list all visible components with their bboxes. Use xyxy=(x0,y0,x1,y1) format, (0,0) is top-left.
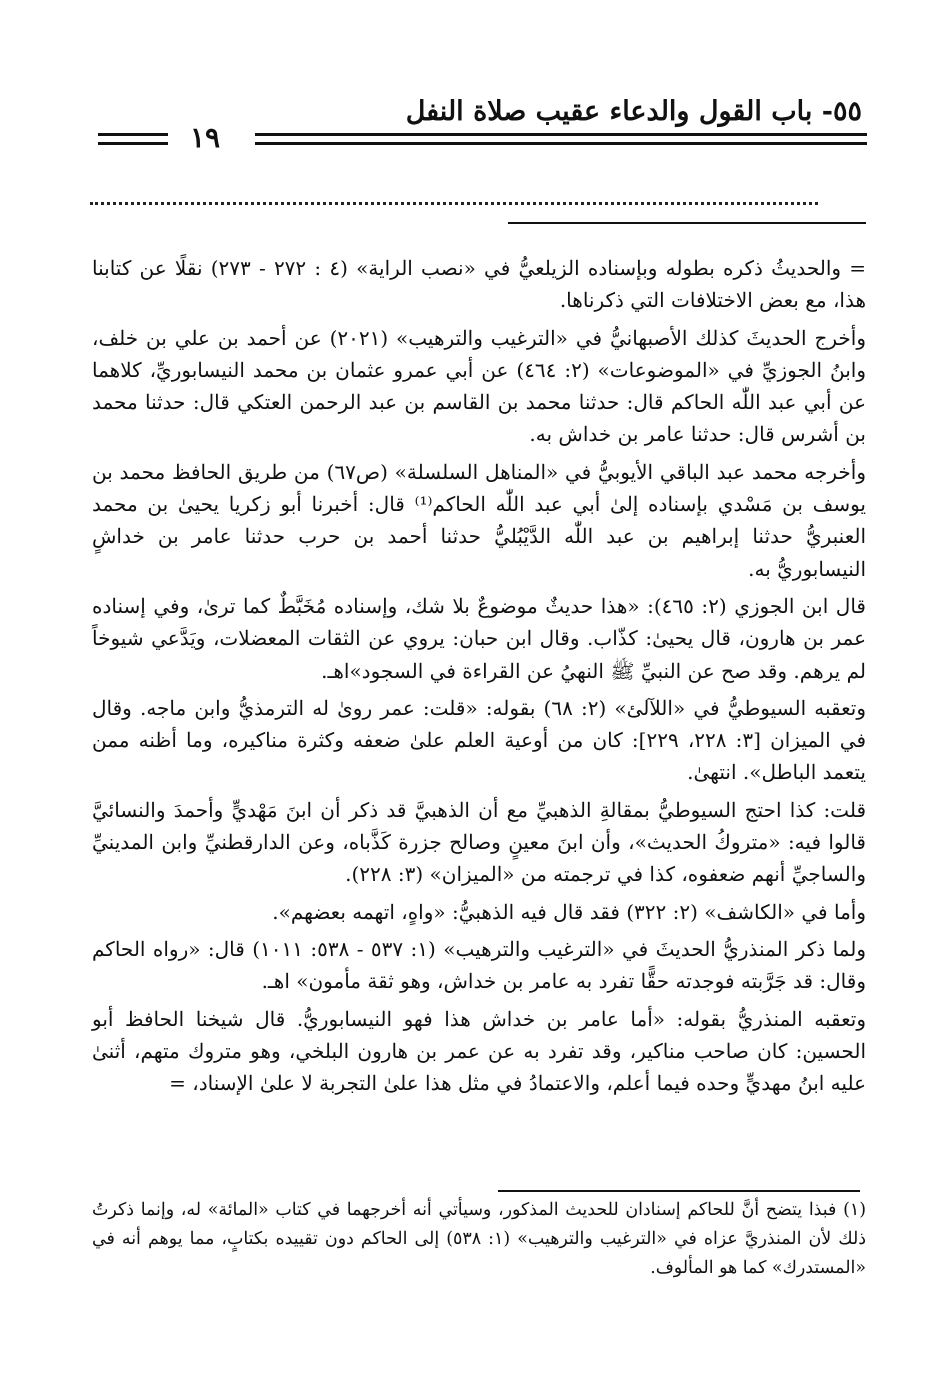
paragraph: وتعقبه المنذريُّ بقوله: «أما عامر بن خداش هذا فهو النيسابوريُّ. قال شيخنا الحافظ أبو الحسين: كان صاحب مناكير، وقد تفرد به عن عمر بن هارون البلخي، وهو متروك متهم، أثنىٰ عليه ابنُ مهديٍّ وحده فيما أعلم، والاعتمادُ في مثل هذا علىٰ التجربة لا علىٰ الإسناد، = xyxy=(92,1006,866,1096)
paragraph: ولما ذكر المنذريُّ الحديثَ في «الترغيب والترهيب» (١: ٥٣٧ - ٥٣٨: ١٠١١) قال: «رواه الحاكم وقال: قد جَرَّبته فوجدته حقًّا تفرد به عامر بن خداش، وهو ثقة مأمون» اهـ. xyxy=(92,936,866,994)
paragraph: وأخرجه محمد عبد الباقي الأيوبيُّ في «المناهل السلسلة» (ص٦٧) من طريق الحافظ محمد بن يوسف بن مَسْدي بإسناده إلىٰ أبي عبد اللّٰه الحاكم⁽¹⁾ قال: أخبرنا أبو زكريا يحيىٰ بن محمد العنبريُّ حدثنا إبراهيم بن عبد اللّٰه الدَّيْبُليُّ حدثنا أحمد بن حرب حدثنا عامر بن خداشٍ النيسابوريُّ به. xyxy=(92,459,866,581)
paragraph: قال ابن الجوزي (٢: ٤٦٥): «هذا حديثٌ موضوعٌ بلا شك، وإسناده مُخَبَّطٌ كما ترىٰ، وفي إسناده عمر بن هارون، قال يحيىٰ: كذّاب. وقال ابن حبان: يروي عن الثقات المعضلات، ويَدَّعي شيوخاً لم يرهم. وقد صح عن النبيِّ ﷺ النهيُ عن القراءة في السجود»اهـ. xyxy=(92,593,866,683)
header-rule-right-top xyxy=(255,133,867,136)
page-number: ١٩ xyxy=(189,121,221,154)
continuation-rule xyxy=(508,222,866,224)
footnote: (١) فبذا يتضح أنَّ للحاكم إسنادان للحديث المذكور، وسيأتي أنه أخرجهما في كتاب «المائة» له، وإنما ذكرتُ ذلك لأن المنذريَّ عزاه في «الترغيب والترهيب» (١: ٥٣٨) إلى الحاكم دون تقييده بكتابٍ، مما يوهم أنه في «المستدرك» كما هو المألوف. xyxy=(92,1200,866,1278)
paragraph: وأما في «الكاشف» (٢: ٣٢٢) فقد قال فيه الذهبيُّ: «واهٍ، اتهمه بعضهم». xyxy=(272,899,866,924)
header-rule-left-bottom xyxy=(98,142,168,145)
main-text xyxy=(92,252,866,1099)
paragraph: = والحديثُ ذكره بطوله وبإسناده الزيلعيُّ في «نصب الراية» (٤ : ٢٧٢ - ٢٧٣) نقلًا عن كتابنا هذا، مع بعض الاختلافات التي ذكرناها. xyxy=(92,256,867,313)
chapter-title: ٥٥- باب القول والدعاء عقيب صلاة النفل xyxy=(405,96,862,127)
header-rule-left-top xyxy=(98,133,168,136)
footnote-rule xyxy=(498,1190,860,1192)
dotted-separator xyxy=(90,202,818,205)
paragraph: وتعقبه السيوطيُّ في «اللآلئ» (٢: ٦٨) بقوله: «قلت: عمر روىٰ له الترمذيُّ وابن ماجه. وقال في الميزان [٣: ٢٢٨، ٢٢٩]: كان من أوعية العلم علىٰ ضعفه وكثرة مناكيره، وما أظنه ممن يتعمد الباطل». انتهىٰ. xyxy=(92,695,867,785)
paragraph: قلت: كذا احتج السيوطيُّ بمقالةِ الذهبيِّ مع أن الذهبيَّ قد ذكر أن ابنَ مَهْديٍّ وأحمدَ والنسائيَّ قالوا فيه: «متروكُ الحديث»، وأن ابنَ معينٍ وصالح جزرة كَذَّباه، وعن الدارقطنيِّ وابن المدينيِّ والساجيِّ أنهم ضعفوه، كذا في ترجمته من «الميزان» (٣: ٢٢٨). xyxy=(92,797,866,887)
header-rule-right-bottom xyxy=(255,142,867,145)
paragraph: وأخرج الحديثَ كذلك الأصبهانيُّ في «الترغيب والترهيب» (٢٠٢١) عن أحمد بن علي بن خلف، وابنُ الجوزيِّ في «الموضوعات» (٢: ٤٦٤) عن أبي عمرو عثمان بن محمد النيسابوريِّ، كلاهما عن أبي عبد اللّٰه الحاكم قال: حدثنا محمد بن القاسم بن عبد الرحمن العتكي قال: حدثنا محمد بن أشرس قال: حدثنا عامر بن خداش به. xyxy=(92,325,866,447)
